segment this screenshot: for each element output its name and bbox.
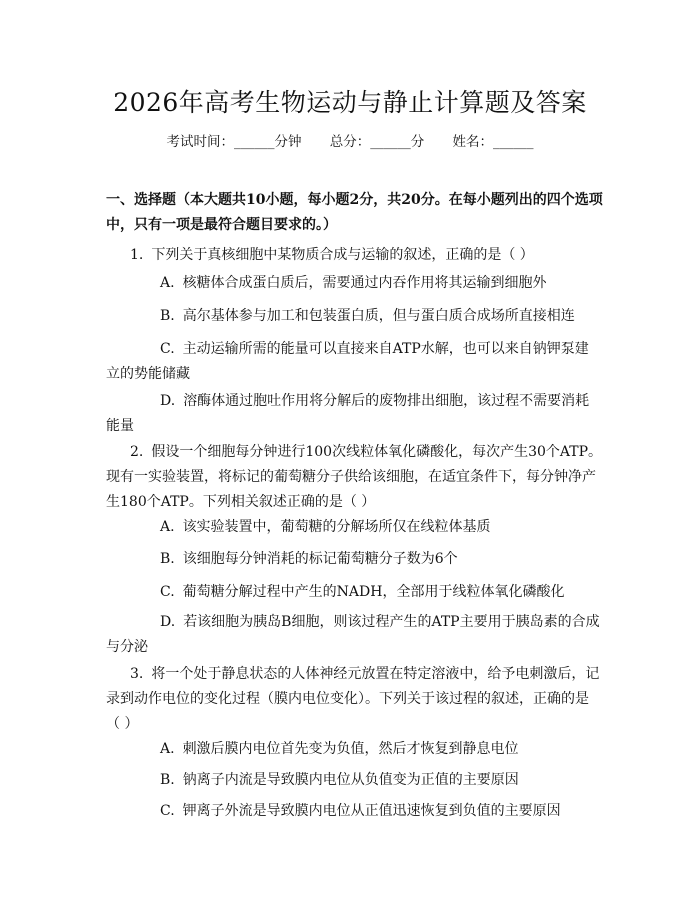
option-label: D. xyxy=(160,614,176,630)
option-2c xyxy=(106,580,602,605)
question-text: 假设一个细胞每分钟进行100次线粒体氧化磷酸化，每次产生30个ATP。现有一实验装置，将标记的葡萄糖分子供给该细胞，在适宜条件下，每分钟净产生180个ATP。下列相关叙述正确的是（ ） xyxy=(106,444,602,510)
option-3a xyxy=(106,737,602,762)
option-label: B. xyxy=(160,551,175,567)
option-text: 葡萄糖分解过程中产生的NADH，全部用于线粒体氧化磷酸化 xyxy=(182,584,565,600)
option-text: 钾离子外流是导致膜内电位从正值迅速恢复到负值的主要原因 xyxy=(182,803,561,819)
option-2b xyxy=(106,547,602,572)
total-score-field: 总分：______分 xyxy=(329,134,425,150)
question-text: 下列关于真核细胞中某物质合成与运输的叙述，正确的是（ ） xyxy=(151,247,534,263)
option-1b xyxy=(106,304,602,329)
option-label: D. xyxy=(160,393,176,409)
page-title: 2026年高考生物运动与静止计算题及答案 xyxy=(113,88,587,117)
option-label: C. xyxy=(160,584,175,600)
option-label: B. xyxy=(160,772,175,788)
option-text: 该细胞每分钟消耗的标记葡萄糖分子数为6个 xyxy=(182,551,458,567)
exam-info xyxy=(0,130,700,150)
question-1 xyxy=(106,243,602,268)
option-3b xyxy=(106,768,602,793)
option-2d xyxy=(106,610,602,660)
question-number: 3. xyxy=(130,666,144,682)
section-heading: 一、选择题（本大题共10小题，每小题2分，共20分。在每小题列出的四个选项中，只有一项是最符合题目要求的。） xyxy=(106,192,603,233)
option-label: B. xyxy=(160,308,175,324)
question-2 xyxy=(106,440,602,515)
option-label: C. xyxy=(160,803,175,819)
option-label: C. xyxy=(160,341,175,357)
option-text: 钠离子内流是导致膜内电位从负值变为正值的主要原因 xyxy=(182,772,519,788)
option-1d xyxy=(106,389,602,439)
option-text: 高尔基体参与加工和包装蛋白质，但与蛋白质合成场所直接相连 xyxy=(182,308,575,324)
exam-time-field: 考试时间：______分钟 xyxy=(166,134,302,150)
question-number: 2. xyxy=(130,444,144,460)
name-field: 姓名：______ xyxy=(452,134,534,150)
option-text: 主动运输所需的能量可以直接来自ATP水解，也可以来自钠钾泵建立的势能储藏 xyxy=(106,341,589,382)
question-text: 将一个处于静息状态的人体神经元放置在特定溶液中，给予电刺激后，记录到动作电位的变化过程（膜内电位变化）。下列关于该过程的叙述，正确的是（ ） xyxy=(106,666,600,732)
option-text: 溶酶体通过胞吐作用将分解后的废物排出细胞，该过程不需要消耗能量 xyxy=(106,393,590,434)
option-text: 刺激后膜内电位首先变为负值，然后才恢复到静息电位 xyxy=(182,741,519,757)
option-label: A. xyxy=(160,519,175,535)
option-2a xyxy=(106,515,602,540)
question-3 xyxy=(106,662,602,737)
option-1c xyxy=(106,337,602,387)
option-label: A. xyxy=(160,275,175,291)
option-text: 核糖体合成蛋白质后，需要通过内吞作用将其运输到细胞外 xyxy=(182,275,547,291)
option-text: 若该细胞为胰岛B细胞，则该过程产生的ATP主要用于胰岛素的合成与分泌 xyxy=(106,614,600,655)
option-text: 该实验装置中，葡萄糖的分解场所仅在线粒体基质 xyxy=(182,519,491,535)
option-3c xyxy=(106,799,602,824)
option-1a xyxy=(106,271,602,296)
option-label: A. xyxy=(160,741,175,757)
question-number: 1. xyxy=(130,247,144,263)
